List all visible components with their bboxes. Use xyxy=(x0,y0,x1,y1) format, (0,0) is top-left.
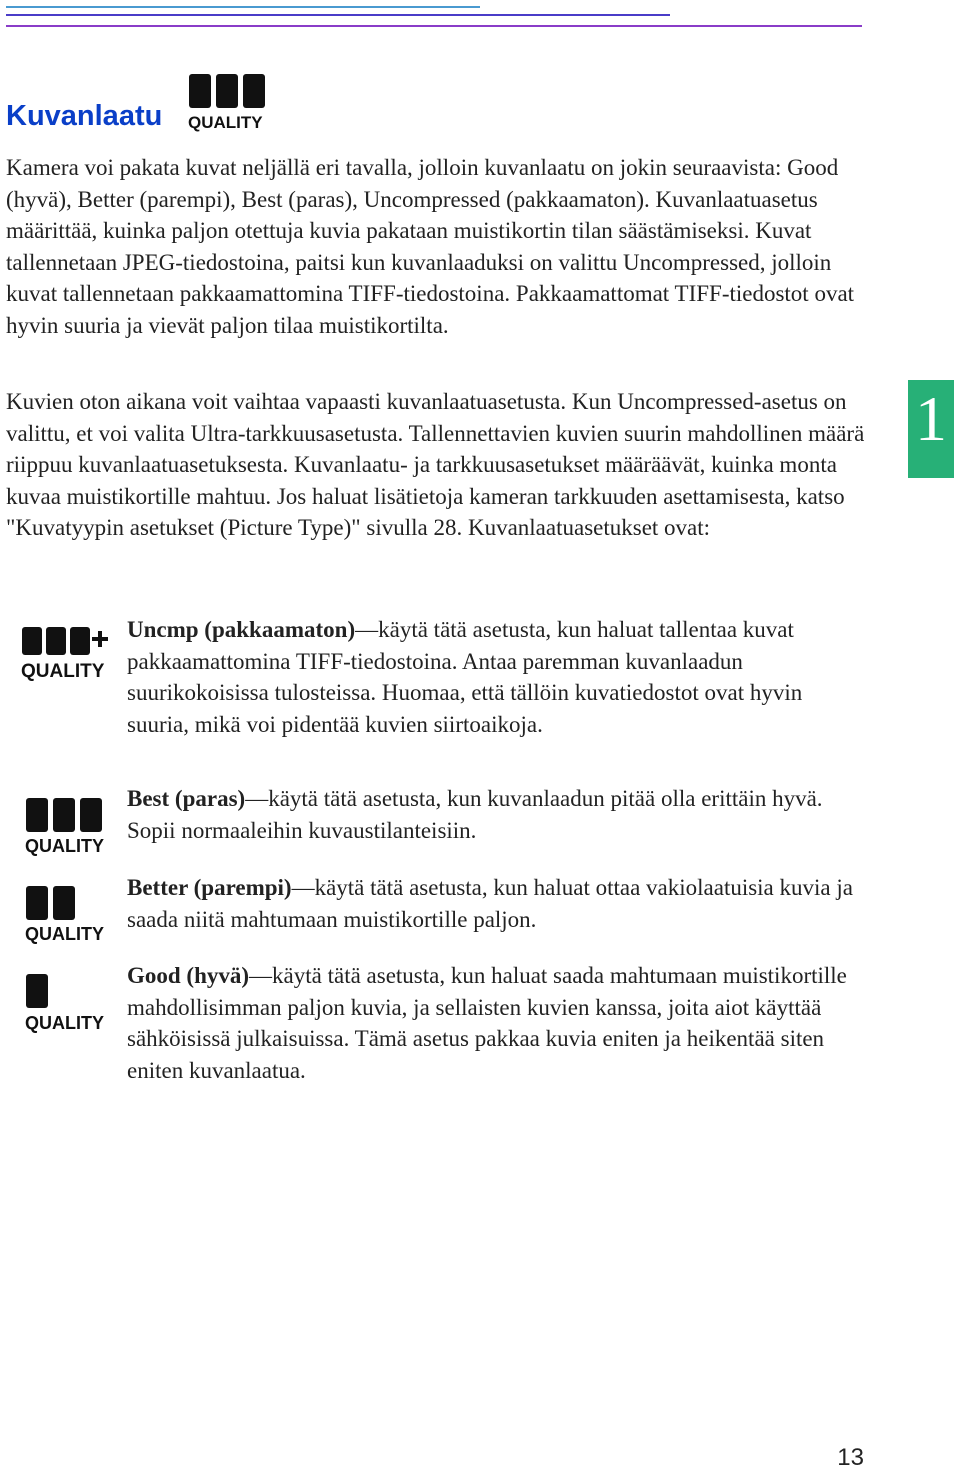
intro-paragraph-2: Kuvien oton aikana voit vaihtaa vapaasti kuvanlaatuasetusta. Kun Uncompressed-asetus on valittu, et voi valita Ultra-tarkkuusasetusta. Tallennettavien kuvien suurin mahdollinen määrä riippuu kuvanlaatuasetuksesta. Kuvanlaatu- ja tarkkuusasetukset määräävät, kuinka monta kuvaa muistikortille mahtuu. Jos haluat lisätietoja kameran tarkkuuden asettamisesta, katso "Kuvatyypin asetukset (Picture Type)" sivulla 28. Kuvanlaatuasetukset ovat: xyxy=(6,389,865,541)
intro-paragraph-1: Kamera voi pakata kuvat neljällä eri tavalla, jolloin kuvanlaatu on jokin seuraavista: Good (hyvä), Better (parempi), Best (paras), Uncompressed (pakkaamaton). Kuvanlaatuasetus määrittää, kuinka paljon otettuja kuvia pakataan muistikortin tilan säästämiseksi. Kuvat tallennetaan JPEG-tiedostoina, paitsi kun kuvanlaaduksi on valittu Uncompressed, jolloin kuvat tallennetaan pakkaamattomina TIFF-tiedostoina. Pakkaamattomat TIFF-tiedostot ovat hyvin suuria ja vievät paljon tilaa muistikortilta. xyxy=(6,155,855,338)
quality-uncompressed-icon xyxy=(20,625,112,685)
quality-icon-label: QUALITY xyxy=(188,113,263,132)
setting-description: —käytä tätä asetusta, kun haluat saada mahtumaan muistikortille mahdollisimman paljon kuvia, ja sellaisten kuvien kanssa, joita aiot käyttää sähköisissä julkaisuissa. Tämä asetus pakkaa kuvia eniten ja heikentää siten eniten kuvanlaatua. xyxy=(127,963,847,1083)
header-rule-bottom xyxy=(6,25,862,27)
header-rule-top xyxy=(6,6,480,8)
chapter-tab: 1 xyxy=(908,380,954,478)
setting-term: Better (parempi) xyxy=(127,875,292,900)
setting-item-best xyxy=(127,783,857,846)
page-number: 13 xyxy=(837,1444,864,1471)
setting-item-better xyxy=(127,872,857,935)
setting-description: —käytä tätä asetusta, kun haluat ottaa vakiolaatuisia kuvia ja saada niitä mahtumaan muistikortille paljon. xyxy=(127,875,853,932)
quality-icon-label: QUALITY xyxy=(21,661,105,682)
setting-description: —käytä tätä asetusta, kun kuvanlaadun pitää olla erittäin hyvä. Sopii normaaleihin kuvaustilanteisiin. xyxy=(127,786,823,843)
setting-term: Uncmp (pakkaamaton) xyxy=(127,617,356,642)
setting-term: Best (paras) xyxy=(127,786,246,811)
quality-icon-label: QUALITY xyxy=(25,1013,104,1033)
header-rule-middle xyxy=(6,14,670,16)
quality-icon-label: QUALITY xyxy=(25,924,104,944)
setting-description: —käytä tätä asetusta, kun haluat tallentaa kuvat pakkaamattomina TIFF-tiedostoina. Antaa paremman kuvanlaadun suurikokoisissa tulosteissa. Huomaa, että tällöin kuvatiedostot ovat hyvin suuria, mikä voi pidentää kuvien siirtoaikoja. xyxy=(127,617,803,737)
quality-best-icon xyxy=(24,796,112,856)
quality-best-icon xyxy=(186,72,272,132)
setting-item-uncompressed xyxy=(127,614,857,740)
quality-icon-label: QUALITY xyxy=(25,836,104,856)
setting-item-good xyxy=(127,960,857,1086)
quality-good-icon xyxy=(24,972,112,1034)
setting-term: Good (hyvä) xyxy=(127,963,250,988)
section-title: Kuvanlaatu xyxy=(6,100,163,132)
quality-better-icon xyxy=(24,884,112,944)
